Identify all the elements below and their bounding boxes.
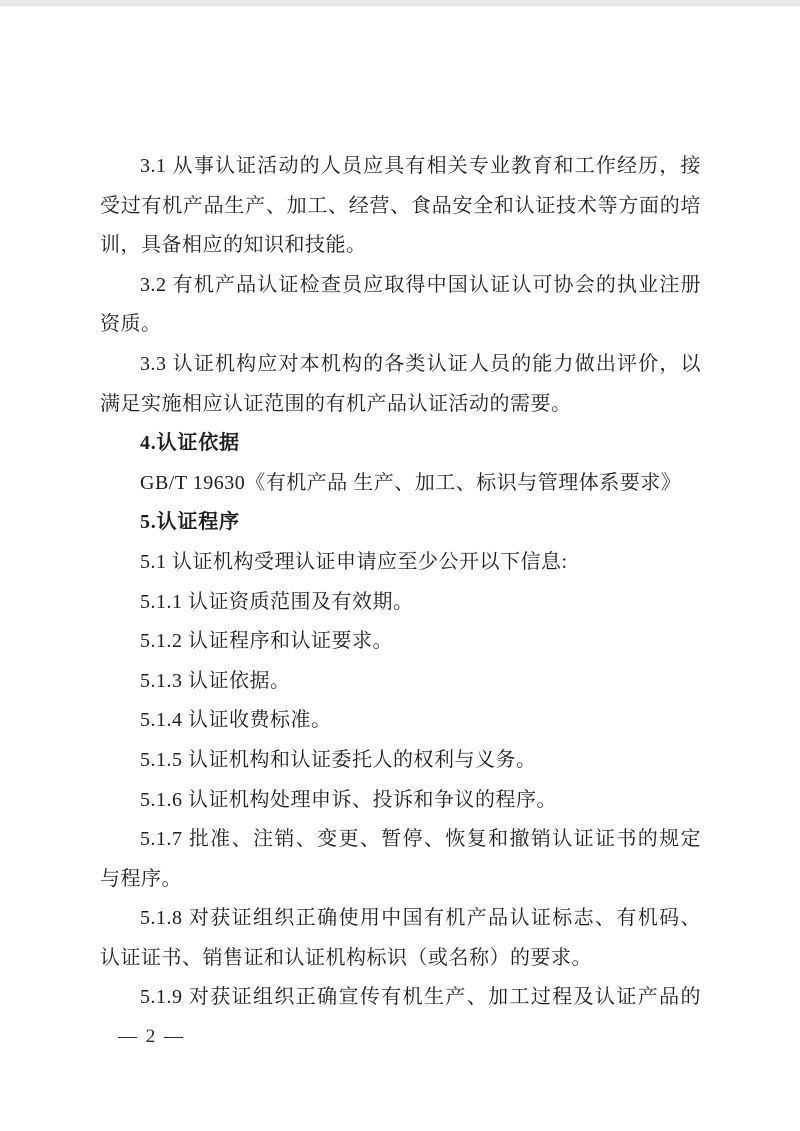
- section-heading-4: 4.认证依据: [140, 432, 240, 455]
- paragraph-line: 训，具备相应的知识和技能。: [100, 234, 367, 257]
- paragraph-line: 5.1 认证机构受理认证申请应至少公开以下信息:: [140, 550, 568, 573]
- list-item: 5.1.5 认证机构和认证委托人的权利与义务。: [140, 748, 537, 771]
- paragraph-line: 资质。: [100, 313, 162, 336]
- list-item: 5.1.4 认证收费标准。: [140, 709, 332, 732]
- paragraph-line: GB/T 19630《有机产品 生产、加工、标识与管理体系要求》: [140, 471, 682, 494]
- paragraph-line: 受过有机产品生产、加工、经营、食品安全和认证技术等方面的培: [100, 194, 701, 217]
- paragraph-line: 3.2 有机产品认证检查员应取得中国认证认可协会的执业注册: [140, 273, 701, 296]
- list-item: 5.1.2 认证程序和认证要求。: [140, 630, 393, 653]
- list-item: 5.1.3 认证依据。: [140, 669, 291, 692]
- document-body: [100, 147, 701, 1018]
- list-item: 5.1.6 认证机构处理申诉、投诉和争议的程序。: [140, 788, 557, 811]
- paragraph-line: 3.3 认证机构应对本机构的各类认证人员的能力做出评价，以: [140, 352, 701, 375]
- scan-edge-bar: [0, 0, 800, 6]
- paragraph-line: 与程序。: [100, 867, 182, 890]
- list-item: 5.1.7 批准、注销、变更、暂停、恢复和撤销认证证书的规定: [140, 828, 701, 851]
- list-item: 5.1.8 对获证组织正确使用中国有机产品认证标志、有机码、: [140, 907, 701, 930]
- page-number: — 2 —: [118, 1026, 185, 1047]
- list-item: 5.1.9 对获证组织正确宣传有机生产、加工过程及认证产品的: [140, 986, 701, 1009]
- section-heading-5: 5.认证程序: [140, 511, 240, 534]
- paragraph-line: 认证证书、销售证和认证机构标识（或名称）的要求。: [100, 946, 592, 969]
- paragraph-line: 3.1 从事认证活动的人员应具有相关专业教育和工作经历，接: [140, 155, 701, 177]
- paragraph-line: 满足实施相应认证范围的有机产品认证活动的需要。: [100, 392, 572, 415]
- list-item: 5.1.1 认证资质范围及有效期。: [140, 590, 414, 613]
